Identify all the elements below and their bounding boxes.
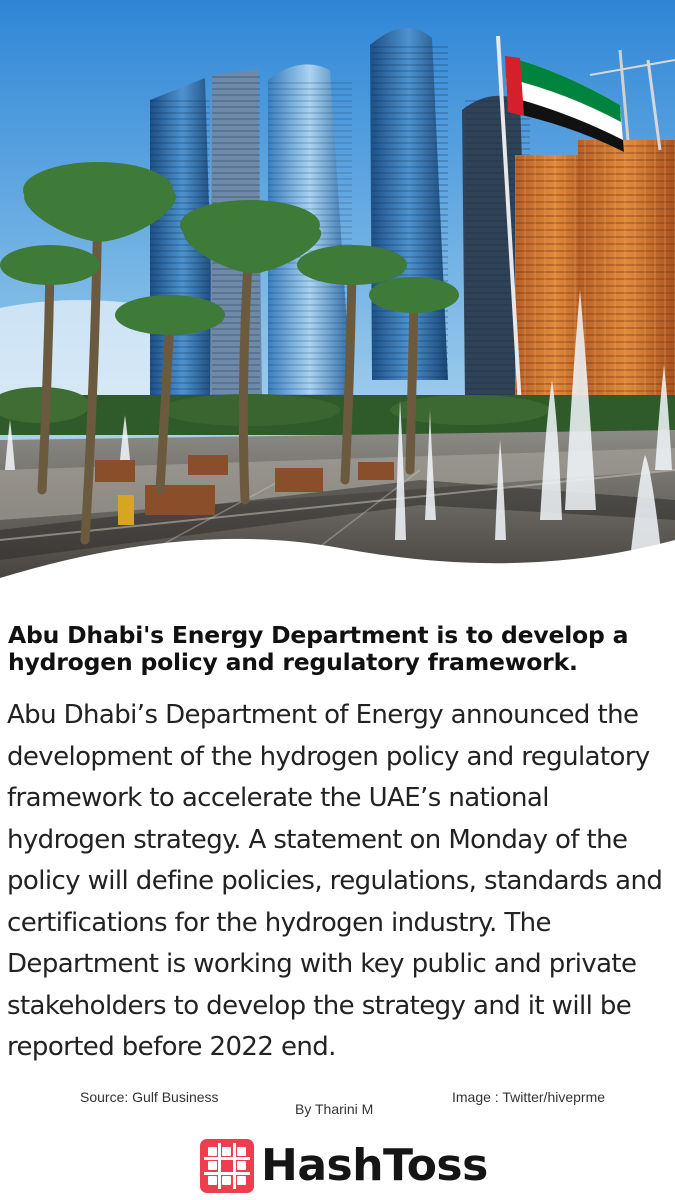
author-credit: By Tharini M xyxy=(295,1101,374,1117)
brand-logo xyxy=(200,1138,488,1194)
source-credit: Source: Gulf Business xyxy=(80,1089,219,1105)
brand-name: HashToss xyxy=(261,1140,488,1191)
image-credit: Image : Twitter/hiveprme xyxy=(452,1089,606,1105)
hashtag-grid-icon xyxy=(200,1139,254,1193)
article-headline: Abu Dhabi's Energy Department is to develop a hydrogen policy and regulatory framework. xyxy=(8,621,629,676)
article-body: Abu Dhabi’s Department of Energy announced the development of the hydrogen policy and regulatory framework to accelerate the UAE’s national hydrogen strategy. A statement on Monday of the policy will define policies, regulations, standards and certifications for the hydrogen industry. The Department is working with key public and private stakeholders to develop the strategy and it will be reported before 2022 end. xyxy=(7,700,663,1062)
